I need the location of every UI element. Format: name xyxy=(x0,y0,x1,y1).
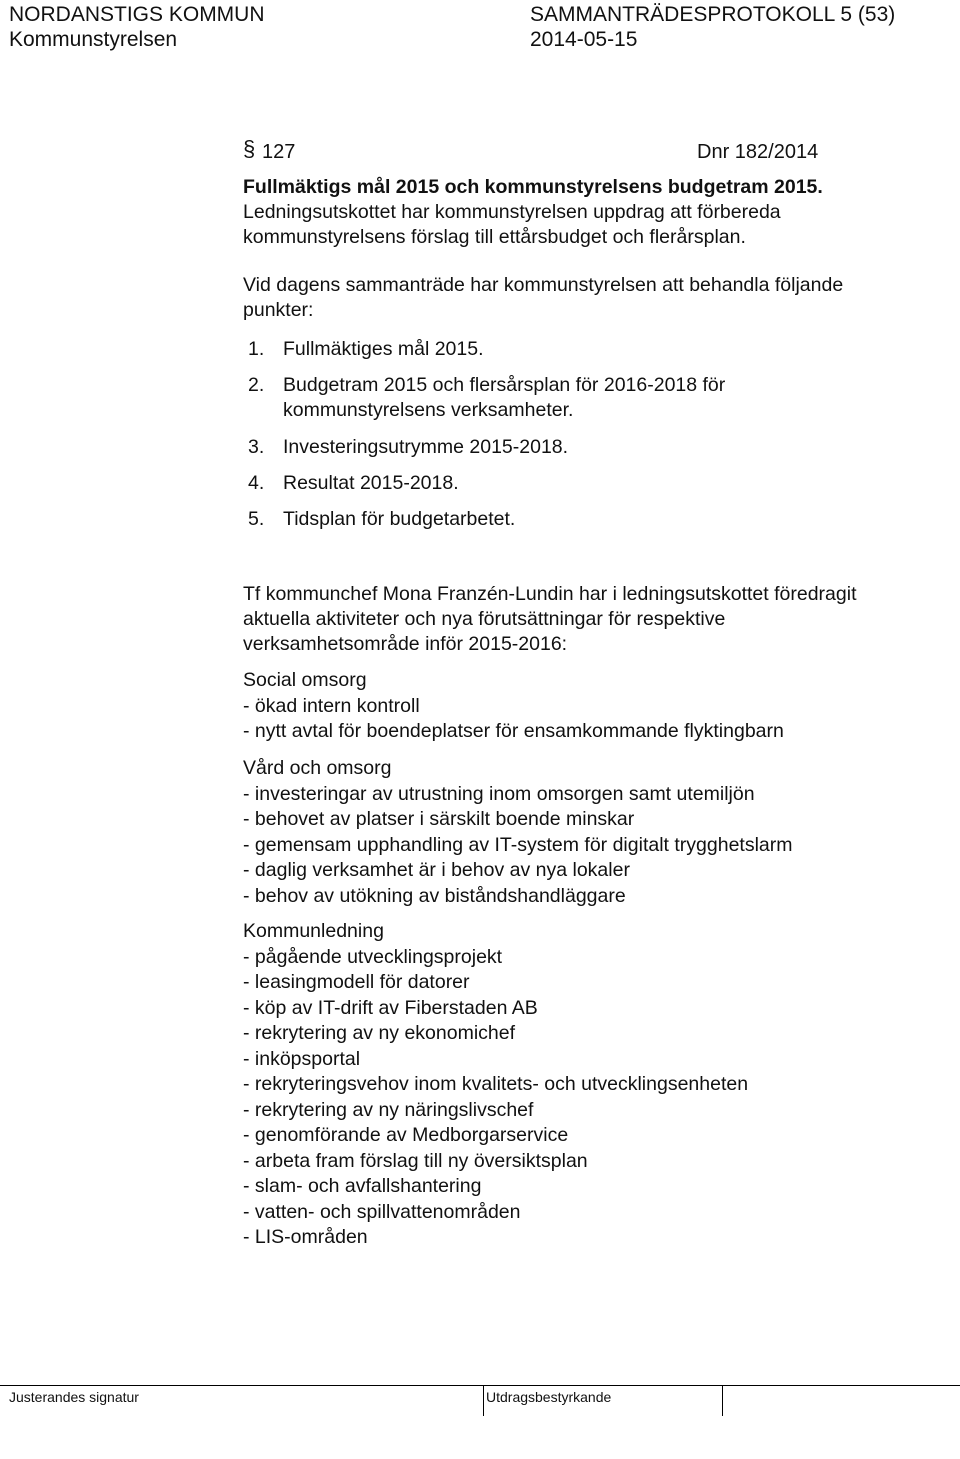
area-item: - inköpsportal xyxy=(243,1047,361,1070)
intro-line: Ledningsutskottet har kommunstyrelsen uppdrag att förbereda xyxy=(243,201,781,223)
protocol-title: SAMMANTRÄDESPROTOKOLL xyxy=(530,3,835,26)
page-number: 5 (53) xyxy=(840,3,896,26)
presentation-line: aktuella aktiviteter och nya förutsättningar för respektive xyxy=(243,608,726,630)
footer-divider xyxy=(483,1386,484,1416)
footer-rule xyxy=(0,1385,960,1386)
protocol-line xyxy=(530,2,895,27)
section-title-block xyxy=(243,175,823,250)
meeting-date: 2014-05-15 xyxy=(530,28,638,51)
agenda-item-number: 1. xyxy=(248,338,265,360)
section-sign: § xyxy=(243,136,256,161)
area-heading: Kommunledning xyxy=(243,920,384,942)
presentation-line: verksamhetsområde inför 2015-2016: xyxy=(243,633,568,655)
agenda-item-number: 4. xyxy=(248,472,265,494)
area-item: - rekrytering av ny ekonomichef xyxy=(243,1022,516,1044)
area-item: - rekrytering av ny näringslivschef xyxy=(243,1098,534,1121)
area-item: - slam- och avfallshantering xyxy=(243,1175,482,1197)
area-item: - köp av IT-drift av Fiberstaden AB xyxy=(243,996,538,1019)
area-item: - investeringar av utrustning inom omsorgen samt utemiljön xyxy=(243,782,755,805)
committee-name: Kommunstyrelsen xyxy=(9,28,178,51)
agenda-item-number: 3. xyxy=(248,436,265,458)
area-item: - behovet av platser i särskilt boende minskar xyxy=(243,808,635,830)
area-item: - ökad intern kontroll xyxy=(243,694,420,717)
area-item: - leasingmodell för datorer xyxy=(243,971,470,993)
presentation-line: Tf kommunchef Mona Franzén-Lundin har i ledningsutskottet föredragit xyxy=(243,583,857,605)
signature-label: Justerandes signatur xyxy=(9,1389,139,1405)
area-item: - daglig verksamhet är i behov av nya lokaler xyxy=(243,859,630,881)
area-item: - arbeta fram förslag till ny översiktsplan xyxy=(243,1149,588,1172)
agenda-item-text: Fullmäktiges mål 2015. xyxy=(283,338,484,360)
area-item: - genomförande av Medborgarservice xyxy=(243,1124,569,1146)
agenda-item-text-continued: kommunstyrelsens verksamheter. xyxy=(283,399,574,421)
area-item: - nytt avtal för boendeplatser för ensamkommande flyktingbarn xyxy=(243,720,784,742)
area-item: - vatten- och spillvattenområden xyxy=(243,1200,521,1223)
paragraph-number: 127 xyxy=(262,141,296,163)
section-title: Fullmäktigs mål 2015 och kommunstyrelsens budgetram 2015. xyxy=(243,176,823,198)
area-heading: Social omsorg xyxy=(243,669,367,691)
agenda-item-text: Tidsplan för budgetarbetet. xyxy=(283,508,516,530)
footer-divider xyxy=(722,1386,723,1416)
area-vard-och-omsorg xyxy=(243,756,793,909)
area-item: - LIS-områden xyxy=(243,1226,368,1248)
agenda-intro xyxy=(243,273,843,323)
agenda-item-text: Investeringsutrymme 2015-2018. xyxy=(283,436,569,458)
presentation-paragraph xyxy=(243,582,857,657)
area-kommunledning xyxy=(243,919,748,1251)
agenda-item-text: Budgetram 2015 och flersårsplan för 2016-2018 för xyxy=(283,374,726,396)
area-item: - gemensam upphandling av IT-system för digitalt trygghetslarm xyxy=(243,833,793,856)
agenda-item-number: 5. xyxy=(248,508,265,530)
agenda-intro-line: Vid dagens sammanträde har kommunstyrelsen att behandla följande xyxy=(243,274,844,296)
municipality-name: NORDANSTIGS KOMMUN xyxy=(9,3,265,26)
area-item: - rekryteringsvehov inom kvalitets- och utvecklingsenheten xyxy=(243,1073,749,1095)
area-heading: Vård och omsorg xyxy=(243,757,392,779)
document-header-left xyxy=(9,2,265,52)
diary-number: Dnr 182/2014 xyxy=(697,141,819,163)
area-social-omsorg xyxy=(243,668,784,745)
document-header-right xyxy=(530,2,895,52)
intro-line: kommunstyrelsens förslag till ettårsbudget och flerårsplan. xyxy=(243,226,746,248)
agenda-intro-line: punkter: xyxy=(243,299,314,321)
extract-label: Utdragsbestyrkande xyxy=(486,1389,612,1405)
agenda-item-number: 2. xyxy=(248,374,265,396)
area-item: - pågående utvecklingsprojekt xyxy=(243,945,503,968)
area-item: - behov av utökning av biståndshandläggare xyxy=(243,884,626,907)
agenda-item-text: Resultat 2015-2018. xyxy=(283,472,459,494)
